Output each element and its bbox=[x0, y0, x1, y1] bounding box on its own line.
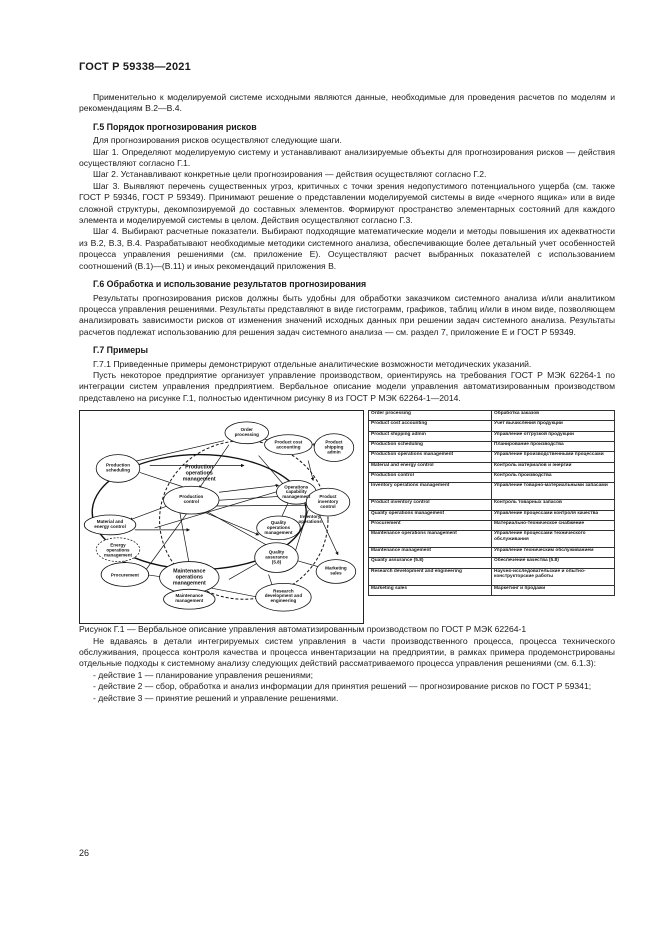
label-material-energy: Material and energy control bbox=[94, 519, 126, 530]
g6-paragraph: Результаты прогнозирования рисков должны быть удобны для обработки заказчиком системного анализа и/или аналитиком процесса управления решениями. Результаты представляют в виде гистограмм, графиков, таблиц и/или в ином виде, позволяющем анализировать зависимости рисков от изменения значений исходных данных при решении задач системного анализа. Результаты расчетов подлежат использованию для решения задач системного анализа — см. раздел 7, приложение Е и ГОСТ Р 59349. bbox=[79, 292, 615, 337]
legend-term-ru: Управление процессами контроля качества bbox=[492, 510, 615, 520]
figure-g1 bbox=[79, 410, 615, 624]
label-production-control: Production control bbox=[179, 494, 204, 505]
legend-row bbox=[369, 483, 615, 500]
legend-term-en: Production control bbox=[369, 472, 492, 482]
label-quality-assurance: Quality assurance (5.8) bbox=[265, 549, 288, 565]
legend-term-ru: Управление отгрузкой продукции bbox=[492, 431, 615, 441]
g5-paragraph: Для прогнозирования рисков осуществляют следующие шаги. bbox=[93, 135, 342, 146]
legend-table bbox=[368, 410, 615, 596]
legend-row bbox=[369, 472, 615, 482]
legend-term-en: Material and energy control bbox=[369, 462, 492, 472]
legend-term-ru: Контроль товарных запасов bbox=[492, 500, 615, 510]
legend-term-en: Procurement bbox=[369, 520, 492, 530]
legend-term-en: Order processing bbox=[369, 411, 492, 421]
legend-term-ru: Обработка заказов bbox=[492, 411, 615, 421]
document-header: ГОСТ Р 59338—2021 bbox=[79, 61, 191, 73]
legend-term-en: Product cost accounting bbox=[369, 421, 492, 431]
legend-row bbox=[369, 548, 615, 558]
list-item: - действие 2 — сбор, обработка и анализ информации для принятия решений — прогнозирование рисков по ГОСТ Р 59341; bbox=[93, 681, 592, 692]
legend-term-en: Maintenance management bbox=[369, 548, 492, 558]
legend-row bbox=[369, 431, 615, 441]
legend-row bbox=[369, 421, 615, 431]
legend-term-ru: Управление товарно-материальными запасами bbox=[492, 483, 615, 500]
legend-term-en: Product shipping admin bbox=[369, 431, 492, 441]
label-product-cost: Product cost accounting bbox=[274, 439, 303, 450]
label-marketing: Marketing sales bbox=[325, 565, 347, 576]
legend-term-ru: Обеспечение качества (5.8) bbox=[492, 558, 615, 568]
legend-row bbox=[369, 462, 615, 472]
legend-term-ru: Научно-исследовательские и опытно-конструкторские работы bbox=[492, 568, 615, 585]
label-energy-ops: Energy operations management bbox=[103, 542, 133, 558]
legend-row bbox=[369, 452, 615, 462]
figure-caption: Рисунок Г.1 — Вербальное описание управления автоматизированным производством по ГОСТ Р МЭК 62264-1 bbox=[79, 624, 527, 635]
legend-term-en: Quality assurance (5.8) bbox=[369, 558, 492, 568]
legend-row bbox=[369, 442, 615, 452]
label-maintenance-mgmt: Maintenance management bbox=[175, 593, 204, 604]
label-production-ops-mgmt: Production operations management bbox=[182, 464, 216, 483]
label-quality-ops: Quality operations management bbox=[264, 520, 293, 535]
intro-paragraph: Применительно к моделируемой системе исходными являются данные, необходимые для проведения расчетов по моделям и рекомендациям В.2—В.4. bbox=[79, 92, 615, 114]
legend-term-en: Research development and engineering bbox=[369, 568, 492, 585]
label-rnd: Research development and engineering bbox=[264, 588, 303, 604]
legend-term-ru: Управление процессами технического обслуживания bbox=[492, 531, 615, 548]
label-maintenance-ops: Maintenance operations management bbox=[172, 568, 206, 587]
section-g6-heading: Г.6 Обработка и использование результатов прогнозирования bbox=[93, 279, 367, 290]
g5-paragraph: Шаг 2. Устанавливают конкретные цели прогнозирования — действия осуществляют согласно Г.2. bbox=[93, 169, 487, 180]
label-production-scheduling: Production scheduling bbox=[105, 462, 130, 473]
diagram-svg bbox=[80, 411, 363, 623]
legend-term-en: Inventory operations management bbox=[369, 483, 492, 500]
legend-row bbox=[369, 500, 615, 510]
label-inventory-ops: Inventory operations bbox=[298, 514, 322, 525]
g5-paragraph: Шаг 1. Определяют моделируемую систему и устанавливают анализируемые объекты для прогнозирования рисков — действия осуществляют согласно Г.1. bbox=[79, 146, 615, 169]
legend-row bbox=[369, 510, 615, 520]
legend-row bbox=[369, 520, 615, 530]
g5-paragraph: Шаг 4. Выбирают расчетные показатели. Выбирают подходящие математические модели и методы повышения их адекватности из В.2, В.3, В.4. Разрабатывают необходимые методики системного анализа, обеспечивающие более детальный учет особенностей процесса управления решениями (см. приложение Е). Осуществляют расчет выбранных показателей с использованием соотношений (В.1)—(В.11) и иных рекомендаций приложения В. bbox=[79, 226, 615, 271]
legend-term-en: Marketing sales bbox=[369, 585, 492, 595]
legend-term-en: Maintenance operations management bbox=[369, 531, 492, 548]
legend-row bbox=[369, 411, 615, 421]
g5-paragraph: Шаг 3. Выявляют перечень существенных угроз, критичных с точки зрения недопустимого потенциального ущерба (см. также ГОСТ Р 59346, ГОСТ Р 59349). Принимают решение о представлении моделируемой системы в виде «черного ящика» или в виде сложной структуры, декомпозируемой до составных элементов. Формируют пространство элементарных состояний для каждого элемента и моделируемой системы в целом. Действия осуществляют согласно Г.3. bbox=[79, 180, 615, 226]
legend-term-ru: Планирование производства bbox=[492, 442, 615, 452]
g7-paragraph: Г.7.1 Приведенные примеры демонстрируют отдельные аналитические возможности методических указаний. bbox=[93, 358, 532, 369]
section-g7-heading: Г.7 Примеры bbox=[93, 345, 149, 356]
page-content bbox=[79, 92, 615, 704]
after-paragraph: Не вдаваясь в детали интегрируемых систем управления в части производственного процесса, процесса технического обслуживания, процесса контроля качества и процесса инвентаризации на предприятии, в рамках примера продемонстрированы отдельные подходы к системному анализу следующих действий рассматриваемого процесса управления решениями (см. 6.1.3): bbox=[79, 635, 615, 669]
legend-term-ru: Контроль производства bbox=[492, 472, 615, 482]
page-number: 26 bbox=[79, 848, 90, 858]
legend-row bbox=[369, 558, 615, 568]
label-procurement: Procurement bbox=[110, 572, 139, 578]
legend-row bbox=[369, 585, 615, 595]
legend-term-en: Product inventory control bbox=[369, 500, 492, 510]
legend-term-ru: Материально-техническое снабжение bbox=[492, 520, 615, 530]
g7-paragraph: Пусть некоторое предприятие организует управление производством, ориентируясь на требования ГОСТ Р МЭК 62264-1 по интеграции систем управления предприятием. Вербальное описание модели управления автоматизированным производством представлено на рисунке Г.1, полностью идентичном рисунку 8 из ГОСТ Р МЭК 62264-1—2014. bbox=[79, 369, 615, 403]
legend-term-ru: Учет вычисления продукции bbox=[492, 421, 615, 431]
label-product-inventory: Product inventory control bbox=[317, 494, 339, 510]
legend-term-en: Production scheduling bbox=[369, 442, 492, 452]
legend-term-ru: Управление производственными процессами bbox=[492, 452, 615, 462]
label-operations-capability: Operations capability management bbox=[282, 484, 311, 500]
label-order-processing: Order processing bbox=[234, 426, 259, 437]
functional-model-diagram bbox=[79, 410, 364, 624]
legend-term-en: Quality operations management bbox=[369, 510, 492, 520]
legend-term-ru: Контроль материалов и энергии bbox=[492, 462, 615, 472]
list-item: - действие 3 — принятие решений и управление решениями. bbox=[93, 692, 339, 703]
legend-term-ru: Маркетинг и продажи bbox=[492, 585, 615, 595]
section-g5-heading: Г.5 Порядок прогнозирования рисков bbox=[93, 121, 257, 132]
legend-row bbox=[369, 568, 615, 585]
list-item: - действие 1 — планирование управления решениями; bbox=[93, 669, 314, 680]
label-product-shipping: Product shipping admin bbox=[324, 439, 344, 455]
legend-term-ru: Управление техническим обслуживанием bbox=[492, 548, 615, 558]
legend-term-en: Production operations management bbox=[369, 452, 492, 462]
legend-row bbox=[369, 531, 615, 548]
